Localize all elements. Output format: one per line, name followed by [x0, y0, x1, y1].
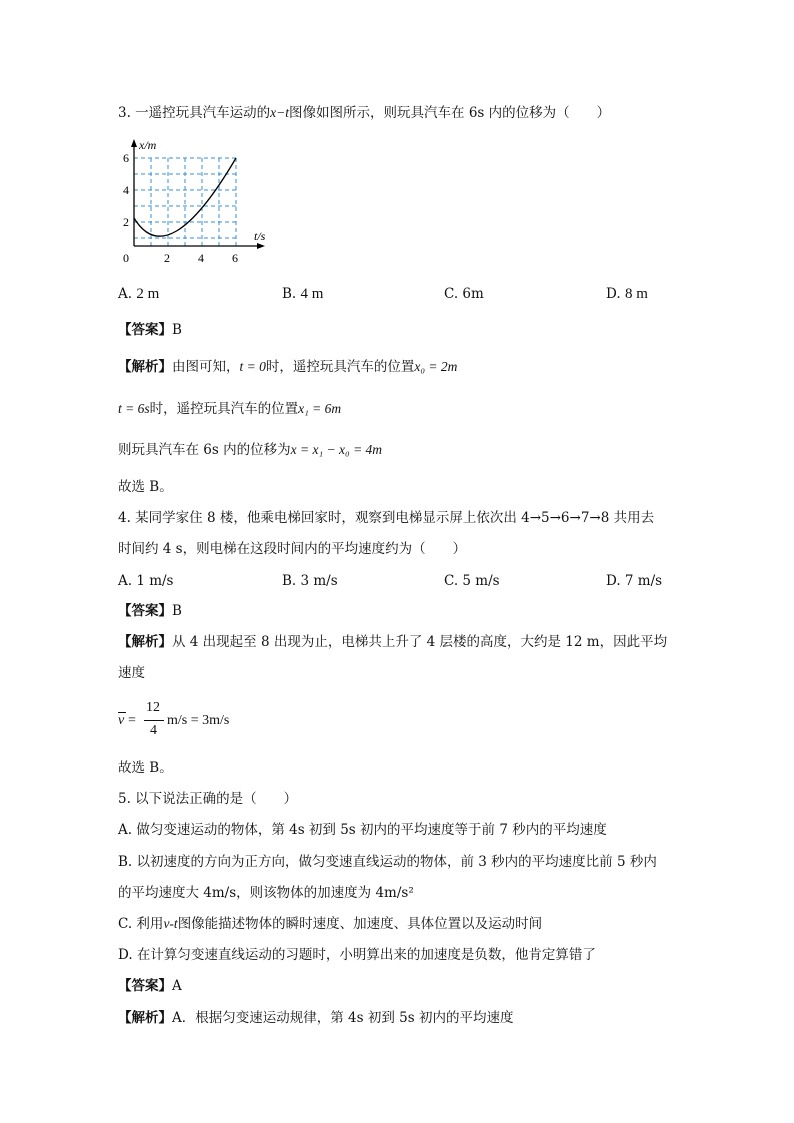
q3-option-c: C. 6m	[444, 286, 484, 302]
x-tick-label: 4	[198, 251, 204, 265]
option-math: v-t	[163, 916, 178, 931]
q5-answer	[118, 977, 182, 995]
analysis-tag: 【解析】	[118, 634, 172, 650]
q4-option-d: D. 7 m/s	[606, 573, 663, 589]
formula-bar-over-v	[118, 712, 126, 713]
answer-tag: 【答案】	[118, 603, 172, 619]
x-tick-label: 6	[232, 251, 238, 265]
analysis-text: A．根据匀变速运动规律，第 4s 初到 5s 初内的平均速度	[172, 1010, 514, 1026]
q4-option-b: B. 3 m/s	[282, 573, 338, 589]
y-tick-label: 4	[123, 183, 129, 197]
q3-stem-text: 3. 一遥控玩具汽车运动的	[118, 105, 271, 121]
formula-denominator: 4	[150, 723, 157, 738]
option-letter: B.	[282, 286, 301, 302]
x-t-curve	[134, 158, 236, 236]
analysis-math: x = x₁ − x₀ = 4m	[290, 442, 383, 457]
q3-analysis-line-3	[118, 441, 382, 459]
analysis-text: 时，遥控玩具汽车的位置	[149, 401, 299, 417]
q4-answer	[118, 602, 182, 620]
formula-result: m/s = 3m/s	[167, 713, 230, 728]
q3-conclusion: 故选 B。	[118, 479, 173, 495]
analysis-text: 由图可知，	[172, 359, 240, 375]
answer-value: A	[172, 978, 182, 994]
q5-option-c	[118, 915, 542, 933]
q4-formula	[118, 700, 318, 744]
q3-answer	[118, 321, 182, 339]
q4-option-a: A. 1 m/s	[118, 573, 174, 589]
q5-option-d: D. 在计算匀变速直线运动的习题时，小明算出来的加速度是负数，他肯定算错了	[118, 947, 596, 963]
analysis-text: 时，遥控玩具汽车的位置	[265, 359, 415, 375]
x-axis-arrow	[257, 243, 265, 249]
q4-analysis-line-2: 速度	[118, 665, 145, 681]
option-letter: A.	[118, 286, 137, 302]
formula-equals: =	[128, 713, 136, 728]
q5-option-a: A. 做匀变速运动的物体，第 4s 初到 5s 初内的平均速度等于前 7 秒内的平均速度	[118, 822, 607, 838]
formula-numerator: 12	[146, 700, 160, 715]
answer-tag: 【答案】	[118, 978, 172, 994]
q5-option-b-line-1: B. 以初速度的方向为正方向，做匀变速直线运动的物体，前 3 秒内的平均速度比前 5 秒内	[118, 854, 657, 870]
q3-option-a	[118, 285, 159, 303]
q4-stem-line-2: 时间约 4 s，则电梯在这段时间内的平均速度约为（ ）	[118, 541, 467, 557]
fraction-line	[144, 720, 164, 721]
q5-stem: 5. 以下说法正确的是（ ）	[118, 791, 298, 807]
answer-tag: 【答案】	[118, 322, 172, 338]
y-axis-label: x/m	[139, 138, 157, 152]
q5-analysis-line-1	[118, 1009, 513, 1027]
q4-stem-line-1: 4. 某同学家住 8 楼，他乘电梯回家时，观察到电梯显示屏上依次出 4→5→6→7→8 共用去	[118, 510, 655, 526]
formula-v: v	[118, 713, 125, 728]
y-tick-label: 2	[123, 215, 129, 229]
analysis-math: x₀ = 2m	[414, 359, 458, 374]
answer-value: B	[172, 322, 182, 338]
analysis-math: x₁ = 6m	[298, 401, 342, 416]
option-letter: D.	[606, 286, 625, 302]
q3-option-b	[282, 285, 323, 303]
x-t-graph	[114, 136, 274, 266]
option-text: C. 利用	[118, 916, 164, 932]
q4-option-c: C. 5 m/s	[444, 573, 500, 589]
analysis-text: 则玩具汽车在 6s 内的位移为	[118, 442, 291, 458]
analysis-math: t = 0	[239, 359, 266, 374]
analysis-tag: 【解析】	[118, 359, 172, 375]
q3-stem-text-2: 图像如图所示，则玩具汽车在 6s 内的位移为（ ）	[289, 105, 611, 121]
answer-value: B	[172, 603, 182, 619]
y-tick-label: 6	[123, 151, 129, 165]
analysis-tag: 【解析】	[118, 1010, 172, 1026]
q5-option-b-line-2: 的平均速度大 4m/s，则该物体的加速度为 4m/s²	[118, 885, 414, 901]
q4-analysis-line-1	[118, 633, 667, 651]
origin-label: 0	[123, 251, 129, 265]
option-value: 8 m	[624, 286, 648, 302]
option-value: 2 m	[136, 286, 160, 302]
graph-grid	[134, 158, 236, 246]
analysis-math: t = 6s	[118, 401, 150, 416]
q3-analysis-line-1	[118, 358, 457, 376]
y-axis-arrow	[131, 139, 137, 147]
option-text: 图像能描述物体的瞬时速度、加速度、具体位置以及运动时间	[177, 916, 543, 932]
q4-conclusion: 故选 B。	[118, 760, 173, 776]
q3-analysis-line-2	[118, 400, 341, 418]
q3-option-d	[606, 285, 648, 303]
option-value: 4 m	[300, 286, 324, 302]
analysis-text: 从 4 出现起至 8 出现为止，电梯共上升了 4 层楼的高度，大约是 12 m，因此平均	[172, 634, 668, 650]
q3-stem	[118, 104, 610, 122]
x-axis-label: t/s	[254, 229, 266, 243]
x-tick-label: 2	[164, 251, 170, 265]
q3-stem-math: x−t	[270, 105, 290, 120]
